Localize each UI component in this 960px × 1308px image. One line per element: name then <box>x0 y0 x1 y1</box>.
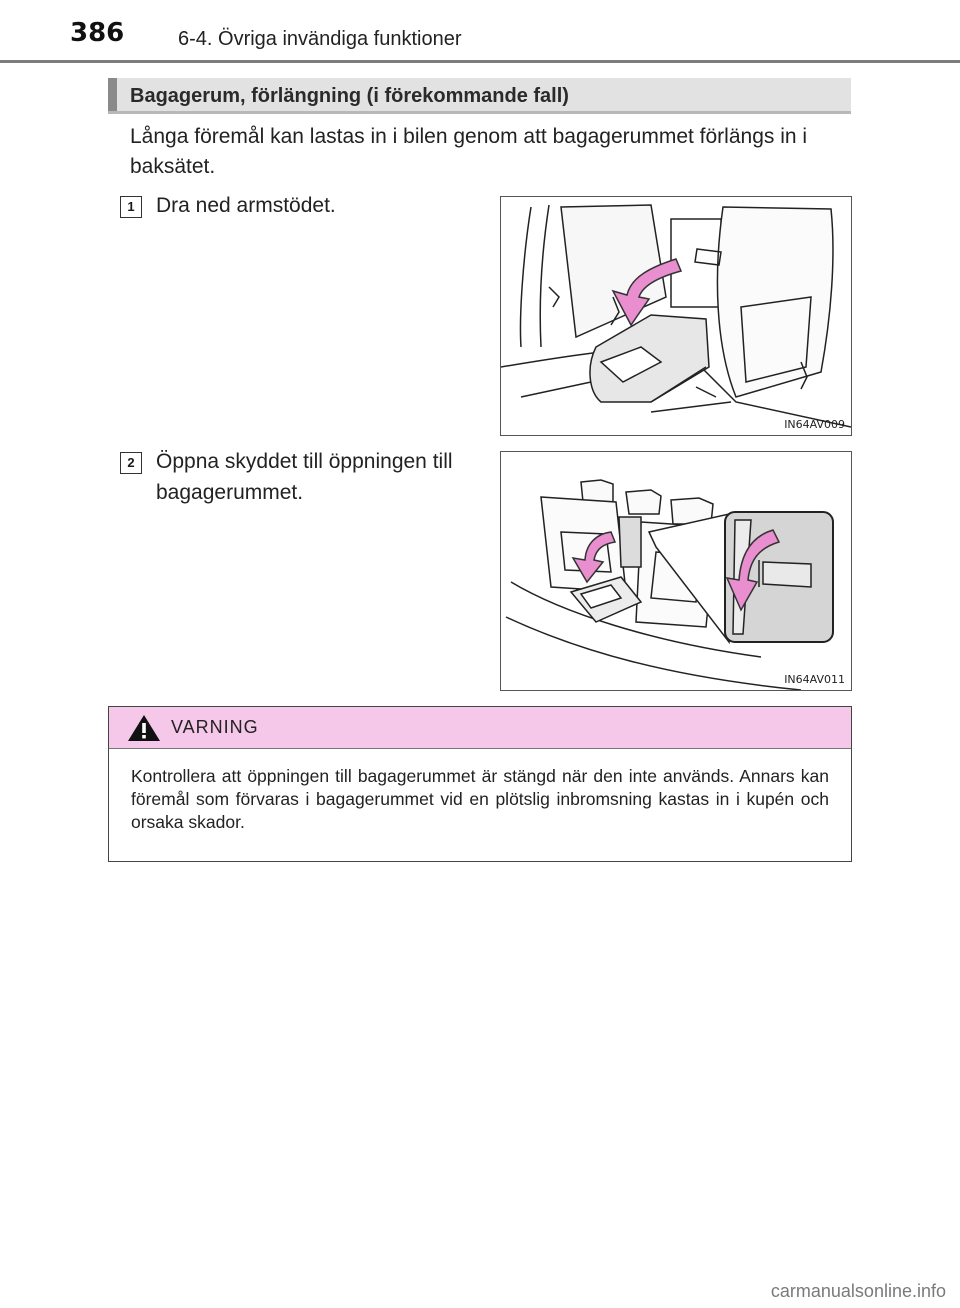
warning-box <box>108 706 852 862</box>
step-badge-2: 2 <box>120 452 142 474</box>
figure-code-1: IN64AV009 <box>784 418 845 431</box>
warning-triangle-icon <box>127 714 161 742</box>
step-text-1: Dra ned armstödet. <box>156 194 336 217</box>
chapter-title: 6-4. Övriga invändiga funktioner <box>178 28 462 50</box>
warning-title: VARNING <box>171 717 259 737</box>
warning-header <box>109 707 851 749</box>
trunk-opening-illustration <box>501 452 851 690</box>
figure-armrest <box>500 196 852 436</box>
warning-text: Kontrollera att öppningen till bagagerummet är stängd när den inte används. Annars kan föremål som förvaras i bagagerummet vid en plötslig inbromsning kastas in i kupén och orsaka skador. <box>131 766 829 832</box>
step-badge-1: 1 <box>120 196 142 218</box>
header-rule <box>0 60 960 63</box>
armrest-illustration <box>501 197 851 435</box>
section-title: Bagagerum, förlängning (i förekommande fall) <box>130 85 569 107</box>
section-heading-bar <box>108 78 851 114</box>
page-number: 386 <box>70 18 125 48</box>
watermark: carmanualsonline.info <box>770 1281 946 1301</box>
figure-code-2: IN64AV011 <box>784 673 845 686</box>
intro-paragraph: Långa föremål kan lastas in i bilen genom att bagagerummet förlängs in i baksätet. <box>130 125 808 178</box>
figure-trunk-opening <box>500 451 852 691</box>
step-text-2: Öppna skyddet till öppningen till bagagerummet. <box>156 450 453 504</box>
